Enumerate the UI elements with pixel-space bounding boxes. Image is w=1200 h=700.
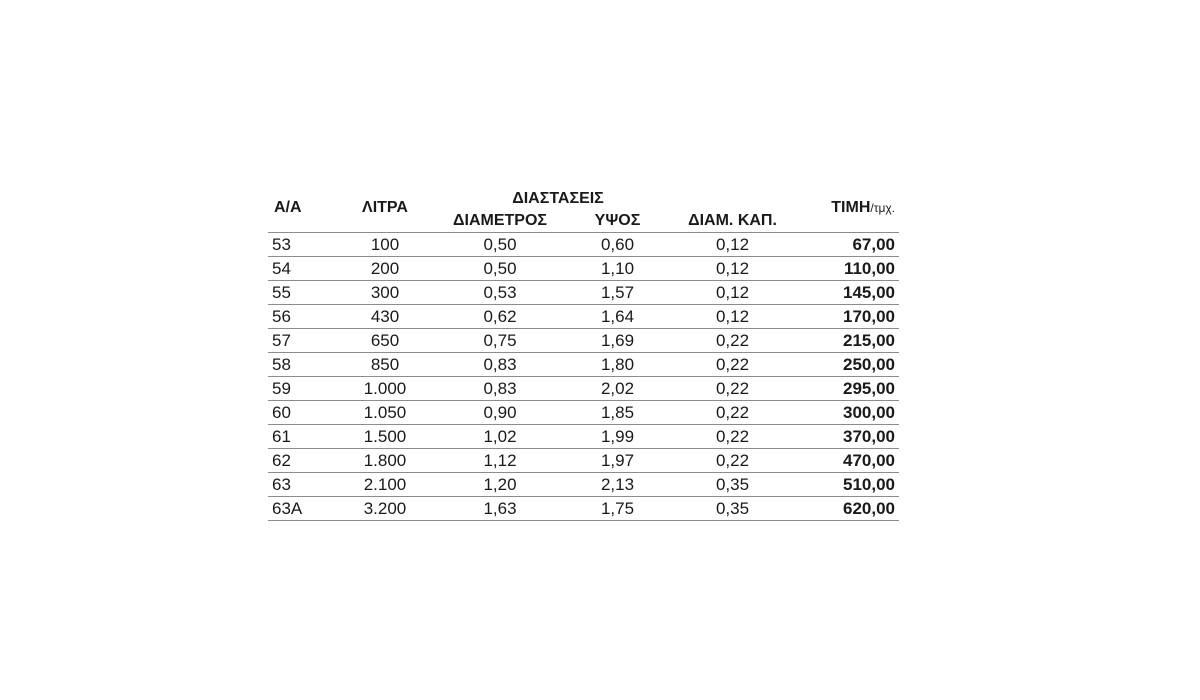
cell-aa: 55 [268,281,330,305]
table-row [268,305,899,329]
cell-diam-kap: 0,22 [675,401,790,425]
cell-ypsos: 1,57 [560,281,675,305]
cell-aa: 53 [268,233,330,257]
header-timi [790,184,899,233]
cell-diametros: 1,20 [440,473,560,497]
header-diametros: ΔΙΑΜΕΤΡΟΣ [453,212,547,229]
cell-litra: 850 [330,353,440,377]
cell-litra: 300 [330,281,440,305]
table-row [268,233,899,257]
spec-table [268,184,899,521]
cell-timi: 470,00 [790,449,899,473]
table-row [268,401,899,425]
cell-diametros: 0,62 [440,305,560,329]
cell-aa: 54 [268,257,330,281]
header-aa: Α/Α [274,199,302,216]
cell-ypsos: 1,97 [560,449,675,473]
header-timi-unit: /τμχ. [870,201,896,215]
header-group-label: ΔΙΑΣΤΑΣΕΙΣ [512,190,604,207]
table-header-row-top [268,184,899,208]
cell-ypsos: 1,10 [560,257,675,281]
cell-litra: 650 [330,329,440,353]
header-ypsos: ΥΨΟΣ [594,212,641,229]
cell-aa: 59 [268,377,330,401]
cell-timi: 510,00 [790,473,899,497]
table-row [268,473,899,497]
table-row [268,257,899,281]
cell-litra: 100 [330,233,440,257]
table-row [268,281,899,305]
table-row [268,449,899,473]
cell-timi: 170,00 [790,305,899,329]
cell-litra: 1.500 [330,425,440,449]
cell-ypsos: 1,64 [560,305,675,329]
cell-diametros: 0,75 [440,329,560,353]
header-litra: ΛΙΤΡΑ [362,199,408,216]
cell-ypsos: 1,69 [560,329,675,353]
cell-timi: 110,00 [790,257,899,281]
cell-aa: 58 [268,353,330,377]
cell-litra: 1.800 [330,449,440,473]
table-row [268,329,899,353]
cell-diametros: 1,02 [440,425,560,449]
cell-ypsos: 2,13 [560,473,675,497]
cell-timi: 250,00 [790,353,899,377]
header-diam-kap: ΔΙΑΜ. ΚΑΠ. [688,212,777,229]
cell-diam-kap: 0,22 [675,353,790,377]
cell-diametros: 0,83 [440,377,560,401]
cell-diametros: 0,50 [440,233,560,257]
table-row [268,353,899,377]
cell-ypsos: 2,02 [560,377,675,401]
cell-timi: 215,00 [790,329,899,353]
cell-ypsos: 1,80 [560,353,675,377]
cell-ypsos: 1,85 [560,401,675,425]
cell-diam-kap: 0,35 [675,473,790,497]
cell-timi: 295,00 [790,377,899,401]
cell-diametros: 1,63 [440,497,560,521]
table-row [268,377,899,401]
cell-timi: 370,00 [790,425,899,449]
cell-diametros: 0,90 [440,401,560,425]
cell-litra: 430 [330,305,440,329]
cell-aa: 62 [268,449,330,473]
cell-aa: 57 [268,329,330,353]
cell-diametros: 0,83 [440,353,560,377]
cell-diam-kap: 0,12 [675,281,790,305]
cell-diam-kap: 0,12 [675,257,790,281]
cell-diam-kap: 0,12 [675,233,790,257]
cell-diam-kap: 0,12 [675,305,790,329]
cell-diametros: 0,50 [440,257,560,281]
cell-diam-kap: 0,22 [675,425,790,449]
cell-litra: 1.000 [330,377,440,401]
cell-ypsos: 1,99 [560,425,675,449]
cell-diam-kap: 0,35 [675,497,790,521]
spec-table-container [268,184,899,521]
cell-diam-kap: 0,22 [675,449,790,473]
cell-diametros: 1,12 [440,449,560,473]
cell-diametros: 0,53 [440,281,560,305]
table-body [268,233,899,521]
cell-aa: 56 [268,305,330,329]
cell-timi: 300,00 [790,401,899,425]
cell-ypsos: 0,60 [560,233,675,257]
cell-aa: 63Α [268,497,330,521]
cell-ypsos: 1,75 [560,497,675,521]
cell-aa: 63 [268,473,330,497]
cell-litra: 3.200 [330,497,440,521]
cell-timi: 620,00 [790,497,899,521]
cell-timi: 145,00 [790,281,899,305]
cell-aa: 60 [268,401,330,425]
table-row [268,425,899,449]
cell-aa: 61 [268,425,330,449]
header-group-diastaseis [440,184,790,208]
cell-diam-kap: 0,22 [675,329,790,353]
table-row [268,497,899,521]
cell-litra: 2.100 [330,473,440,497]
header-timi-label: ΤΙΜΗ [831,199,871,216]
cell-timi: 67,00 [790,233,899,257]
cell-litra: 1.050 [330,401,440,425]
cell-litra: 200 [330,257,440,281]
cell-diam-kap: 0,22 [675,377,790,401]
